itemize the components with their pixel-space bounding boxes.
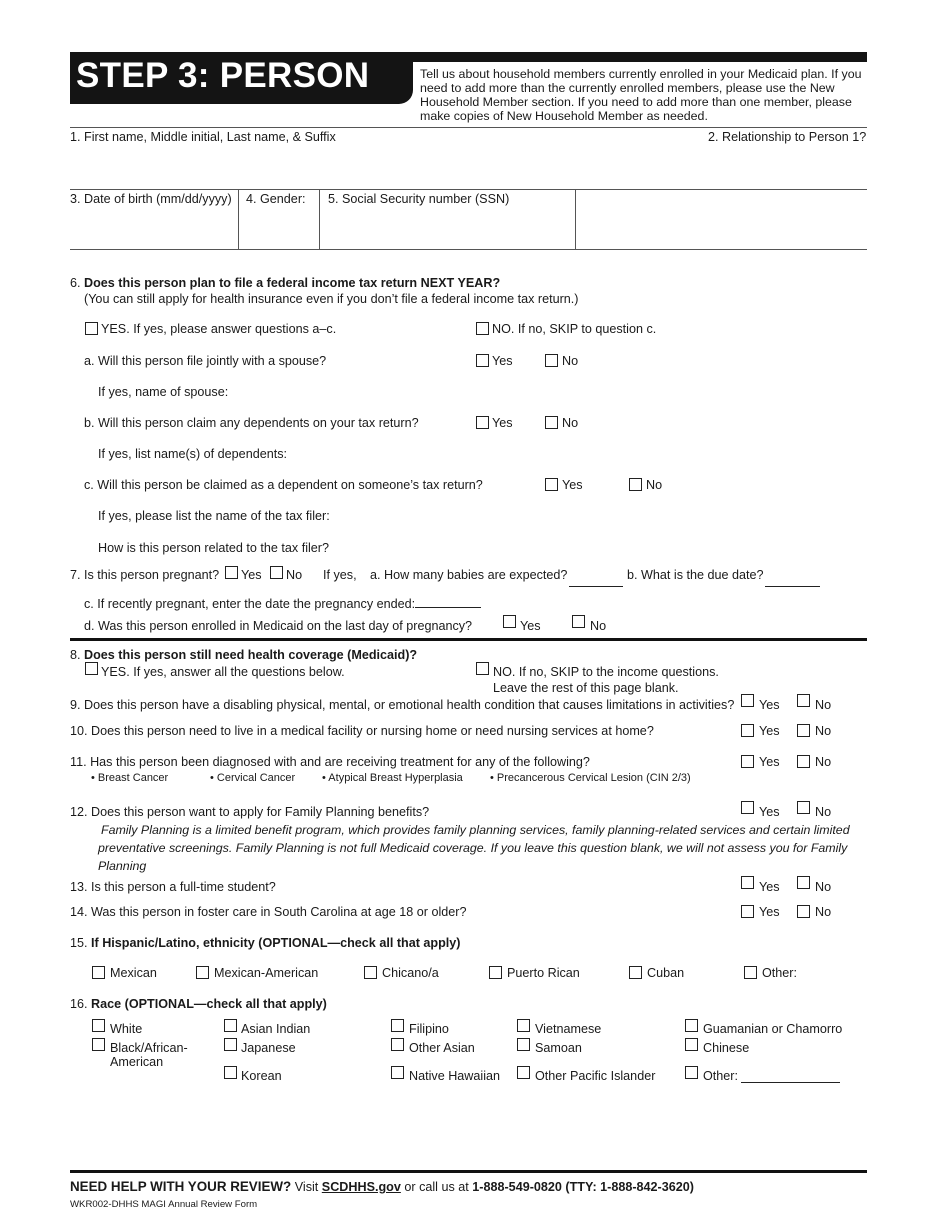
gender-input-area[interactable]: [242, 210, 316, 246]
q13-yes-label: Yes: [759, 880, 780, 894]
q11-item: • Breast Cancer: [91, 772, 169, 784]
q6-yes-label: YES. If yes, please answer questions a–c.: [101, 322, 337, 336]
q7-label: 7. Is this person pregnant?: [70, 568, 220, 582]
form-id: WKR002-DHHS MAGI Annual Review Form: [70, 1199, 258, 1210]
q13-label: 13. Is this person a full-time student?: [70, 880, 276, 894]
q8-heading: [70, 648, 417, 662]
q7-no-label: No: [286, 568, 303, 582]
gender-field-label: 4. Gender:: [246, 192, 306, 206]
q6-yes-checkbox[interactable]: [85, 322, 98, 335]
section-divider: [70, 638, 867, 641]
race-other-checkbox[interactable]: [685, 1066, 698, 1079]
q6b-yes-checkbox[interactable]: [476, 416, 489, 429]
footer-help: [70, 1179, 694, 1194]
ethnicity-other-checkbox[interactable]: [744, 966, 757, 979]
q6c-no-label: No: [646, 478, 663, 492]
race-option-label: Vietnamese: [535, 1022, 602, 1036]
q12-note: Family Planning is a limited benefit program, which provides family planning services, family planning-related services and certain limited preventative screenings. Family Planning is not full Medicaid coverage. If you leave this question blank, we will not assess you for Family Planning: [98, 823, 850, 873]
q6-title: Does this person plan to file a federal income tax return NEXT YEAR?: [84, 276, 501, 290]
q8-yes-checkbox[interactable]: [85, 662, 98, 675]
q6-no-checkbox[interactable]: [476, 322, 489, 335]
q6b-no-label: No: [562, 416, 579, 430]
q11-label: 11. Has this person been diagnosed with and are receiving treatment for any of the following?: [70, 755, 590, 769]
q7a-label: a. How many babies are expected?: [370, 568, 568, 582]
q6-number: 6.: [70, 276, 81, 290]
q6a-no-checkbox[interactable]: [545, 354, 558, 367]
q6a-yes-label: Yes: [492, 354, 513, 368]
q14-yes-label: Yes: [759, 905, 780, 919]
q12-label: 12. Does this person want to apply for Family Planning benefits?: [70, 805, 430, 819]
q8-no-label: NO. If no, SKIP to the income questions.: [493, 665, 719, 679]
q15-heading: [70, 936, 460, 950]
ethnicity-chicano-checkbox[interactable]: [364, 966, 377, 979]
q7d-yes-label: Yes: [520, 619, 541, 633]
q9-no-checkbox[interactable]: [797, 694, 810, 707]
race-chinese-checkbox[interactable]: [685, 1038, 698, 1051]
divider: [70, 127, 867, 128]
q7-yes-checkbox[interactable]: [225, 566, 238, 579]
q7a-babies-input[interactable]: [569, 586, 623, 587]
race-asian-indian-checkbox[interactable]: [224, 1019, 237, 1032]
q11-item: • Precancerous Cervical Lesion (CIN 2/3): [490, 772, 691, 784]
q7d-no-checkbox[interactable]: [572, 615, 585, 628]
q10-label: 10. Does this person need to live in a medical facility or nursing home or need nursing services at home?: [70, 724, 654, 738]
ethnicity-cuban-checkbox[interactable]: [629, 966, 642, 979]
q13-no-label: No: [815, 880, 832, 894]
q11-no-label: No: [815, 755, 832, 769]
divider: [575, 189, 576, 249]
q7b-label: b. What is the due date?: [627, 568, 764, 582]
q11-yes-checkbox[interactable]: [741, 755, 754, 768]
race-option-label: American: [110, 1055, 164, 1069]
ethnicity-mexican-checkbox[interactable]: [92, 966, 105, 979]
footer-help-title: NEED HELP WITH YOUR REVIEW?: [70, 1179, 292, 1194]
race-korean-checkbox[interactable]: [224, 1066, 237, 1079]
divider: [70, 189, 867, 190]
ethnicity-puerto-rican-checkbox[interactable]: [489, 966, 502, 979]
dob-input-area[interactable]: [72, 210, 234, 246]
q6c-relation-label: How is this person related to the tax filer?: [98, 541, 329, 555]
ethnicity-mexican-american-checkbox[interactable]: [196, 966, 209, 979]
q11-yes-label: Yes: [759, 755, 780, 769]
page-title: STEP 3: PERSON: [76, 56, 370, 95]
q7-yes-label: Yes: [241, 568, 262, 582]
q14-label: 14. Was this person in foster care in South Carolina at age 18 or older?: [70, 905, 467, 919]
q15-title: If Hispanic/Latino, ethnicity (OPTIONAL—check all that apply): [91, 936, 461, 950]
q14-no-label: No: [815, 905, 832, 919]
q8-no-label-2: Leave the rest of this page blank.: [493, 681, 679, 695]
race-other-asian-checkbox[interactable]: [391, 1038, 404, 1051]
q9-label: 9. Does this person have a disabling physical, mental, or emotional health condition that causes limitations in activities?: [70, 698, 735, 712]
race-option-label: Samoan: [535, 1041, 582, 1055]
relationship-field-label: 2. Relationship to Person 1?: [708, 130, 867, 144]
q6b-label: b. Will this person claim any dependents on your tax return?: [84, 416, 419, 430]
race-guamanian-checkbox[interactable]: [685, 1019, 698, 1032]
ethnicity-option-label: Mexican-American: [214, 966, 319, 980]
race-option-label: Filipino: [409, 1022, 449, 1036]
ssn-field-label: 5. Social Security number (SSN): [328, 192, 510, 206]
q6b-yes-label: Yes: [492, 416, 513, 430]
q11-item: • Atypical Breast Hyperplasia: [322, 772, 463, 784]
q10-no-label: No: [815, 724, 832, 738]
q12-no-label: No: [815, 805, 832, 819]
race-option-label: Native Hawaiian: [409, 1069, 500, 1083]
intro-text: Tell us about household members currently enrolled in your Medicaid plan. If you need to add more than the currently enrolled members, please use the New Household Member section. If you need to add more than one member, please make copies of New Household Member as needed.: [420, 67, 862, 123]
q6c-label: c. Will this person be claimed as a dependent on someone’s tax return?: [84, 478, 483, 492]
race-option-label: Korean: [241, 1069, 282, 1083]
q8-yes-label: YES. If yes, answer all the questions below.: [101, 665, 345, 679]
q6-no-label: NO. If no, SKIP to question c.: [492, 322, 657, 336]
q12-yes-checkbox[interactable]: [741, 801, 754, 814]
race-option-label: Black/African-: [110, 1041, 188, 1055]
race-japanese-checkbox[interactable]: [224, 1038, 237, 1051]
race-option-label: Guamanian or Chamorro: [703, 1022, 843, 1036]
race-option-label: Asian Indian: [241, 1022, 311, 1036]
q12-no-checkbox[interactable]: [797, 801, 810, 814]
name-input-area[interactable]: [70, 146, 700, 188]
race-option-label: Chinese: [703, 1041, 750, 1055]
ethnicity-option-label: Cuban: [647, 966, 685, 980]
race-black-checkbox[interactable]: [92, 1038, 105, 1051]
race-option-label: Japanese: [241, 1041, 296, 1055]
race-option-label: Other Asian: [409, 1041, 475, 1055]
q6c-no-checkbox[interactable]: [629, 478, 642, 491]
footer-visit-text: Visit: [294, 1180, 319, 1194]
race-other-input[interactable]: [741, 1082, 840, 1083]
q6a-spouse-label: If yes, name of spouse:: [98, 385, 229, 399]
q6-subtitle: (You can still apply for health insurance even if you don’t file a federal income tax return.): [84, 292, 579, 306]
footer-phone: 1-888-549-0820 (TTY: 1-888-842-3620): [472, 1180, 694, 1194]
q7-no-checkbox[interactable]: [270, 566, 283, 579]
q11-item: • Cervical Cancer: [210, 772, 296, 784]
q14-yes-checkbox[interactable]: [741, 905, 754, 918]
race-other-pacific-checkbox[interactable]: [517, 1066, 530, 1079]
q6b-dependents-label: If yes, list name(s) of dependents:: [98, 447, 287, 461]
header-bar: [413, 52, 867, 62]
q6b-no-checkbox[interactable]: [545, 416, 558, 429]
q9-yes-label: Yes: [759, 698, 780, 712]
race-option-label: White: [110, 1022, 143, 1036]
footer-divider: [70, 1170, 867, 1173]
q7d-no-label: No: [590, 619, 607, 633]
q6a-yes-checkbox[interactable]: [476, 354, 489, 367]
q16-heading: [70, 997, 327, 1011]
race-option-label: Other Pacific Islander: [535, 1069, 656, 1083]
q9-no-label: No: [815, 698, 832, 712]
q11-no-checkbox[interactable]: [797, 755, 810, 768]
q6c-yes-label: Yes: [562, 478, 583, 492]
q12-yes-label: Yes: [759, 805, 780, 819]
dob-field-label: 3. Date of birth (mm/dd/yyyy): [70, 192, 232, 206]
q7-if-yes: If yes,: [323, 568, 357, 582]
q6c-yes-checkbox[interactable]: [545, 478, 558, 491]
q13-no-checkbox[interactable]: [797, 876, 810, 889]
race-white-checkbox[interactable]: [92, 1019, 105, 1032]
q9-yes-checkbox[interactable]: [741, 694, 754, 707]
race-samoan-checkbox[interactable]: [517, 1038, 530, 1051]
q8-title: Does this person still need health coverage (Medicaid)?: [84, 648, 418, 662]
ethnicity-option-label: Puerto Rican: [507, 966, 580, 980]
race-vietnamese-checkbox[interactable]: [517, 1019, 530, 1032]
q7c-label: c. If recently pregnant, enter the date the pregnancy ended:: [84, 597, 416, 611]
q16-title: Race (OPTIONAL—check all that apply): [91, 997, 327, 1011]
ethnicity-option-label: Other:: [762, 966, 797, 980]
divider: [238, 189, 239, 249]
race-option-label: Other:: [703, 1069, 738, 1083]
ethnicity-option-label: Mexican: [110, 966, 157, 980]
q10-yes-label: Yes: [759, 724, 780, 738]
q6-heading: [70, 276, 500, 290]
q13-yes-checkbox[interactable]: [741, 876, 754, 889]
q7d-yes-checkbox[interactable]: [503, 615, 516, 628]
divider: [70, 249, 867, 250]
q7d-label: d. Was this person enrolled in Medicaid on the last day of pregnancy?: [84, 619, 473, 633]
q6c-filer-label: If yes, please list the name of the tax filer:: [98, 509, 330, 523]
name-field-label: 1. First name, Middle initial, Last name, & Suffix: [70, 130, 336, 144]
race-native-hawaiian-checkbox[interactable]: [391, 1066, 404, 1079]
race-filipino-checkbox[interactable]: [391, 1019, 404, 1032]
q8-no-checkbox[interactable]: [476, 662, 489, 675]
ssn-input-area[interactable]: [323, 210, 571, 246]
q16-number: 16.: [70, 997, 88, 1011]
q10-no-checkbox[interactable]: [797, 724, 810, 737]
divider: [319, 189, 320, 249]
q10-yes-checkbox[interactable]: [741, 724, 754, 737]
q14-no-checkbox[interactable]: [797, 905, 810, 918]
q15-number: 15.: [70, 936, 88, 950]
q7b-due-date-input[interactable]: [765, 586, 820, 587]
relationship-input-area[interactable]: [705, 146, 865, 188]
footer-call-text: or call us at: [404, 1180, 469, 1194]
q8-number: 8.: [70, 648, 81, 662]
ethnicity-option-label: Chicano/a: [382, 966, 439, 980]
q6a-no-label: No: [562, 354, 579, 368]
q7c-date-input[interactable]: [415, 607, 481, 608]
scdhhs-link[interactable]: SCDHHS.gov: [321, 1180, 401, 1194]
q6a-label: a. Will this person file jointly with a spouse?: [84, 354, 327, 368]
